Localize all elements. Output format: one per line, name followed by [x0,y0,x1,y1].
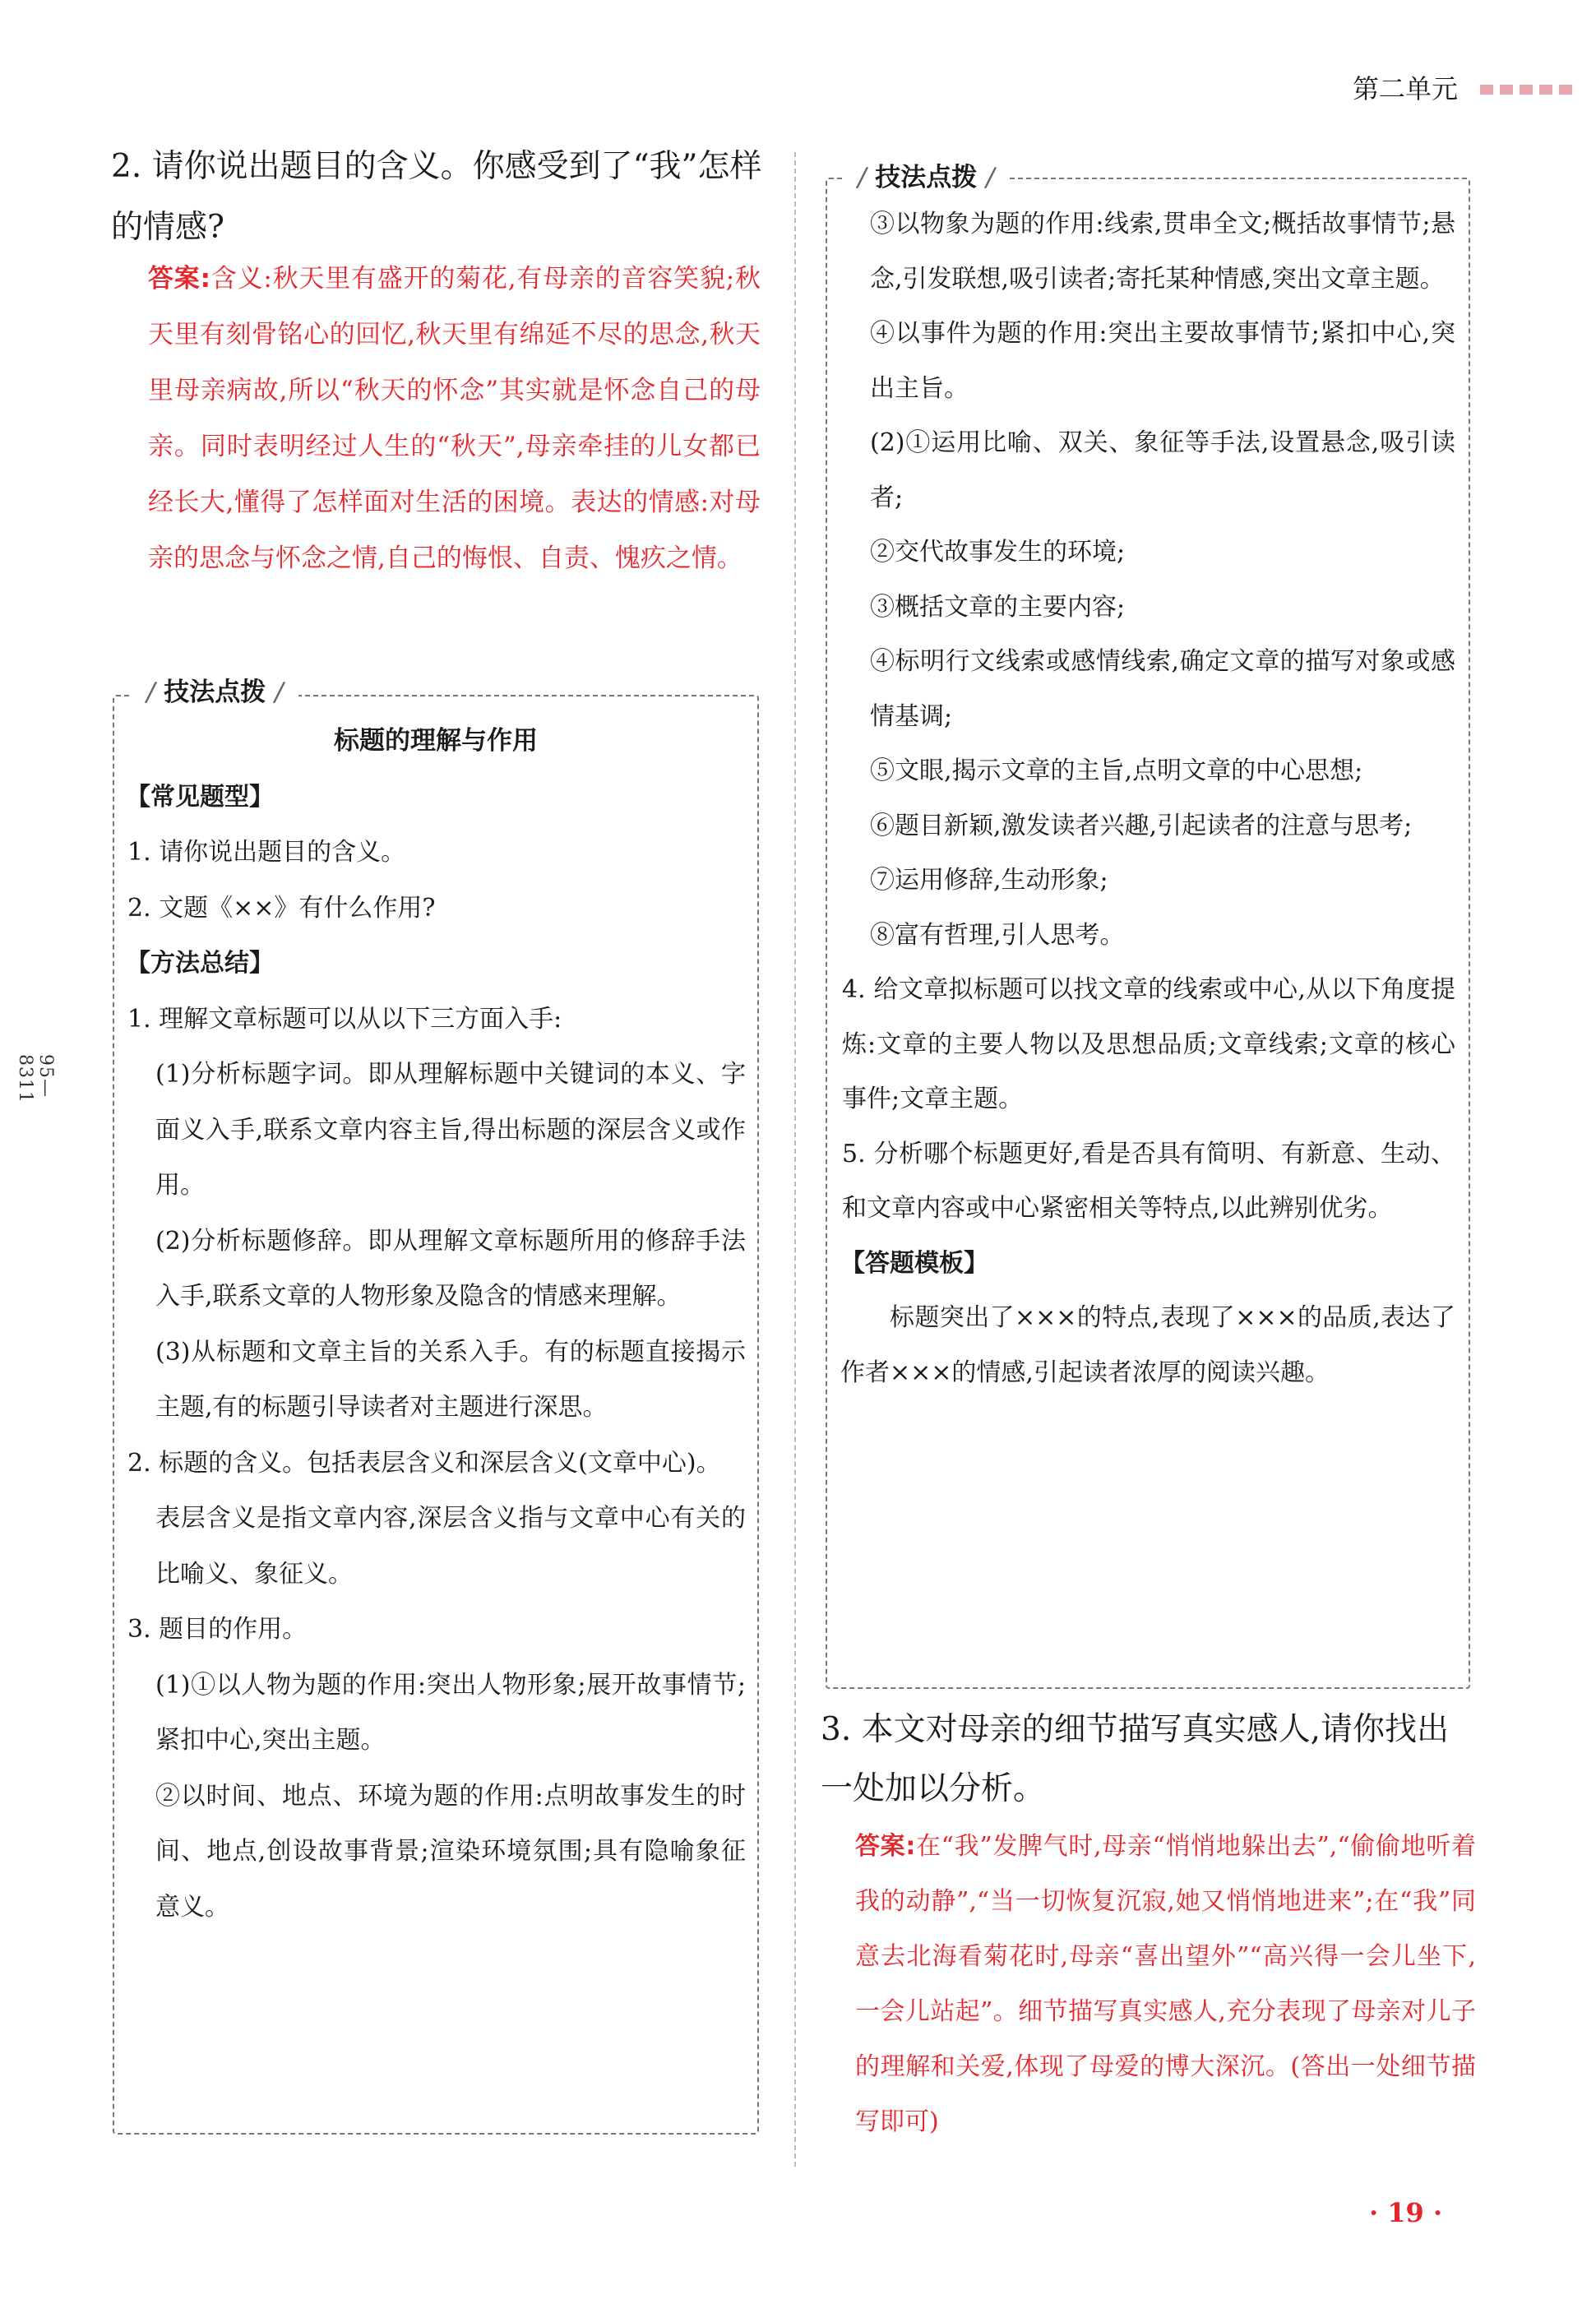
question-3 [821,1700,1478,1819]
tips-left-content [126,714,746,1935]
tips-box-left-title [132,676,298,709]
slash-icon: ∕ [986,163,995,192]
page-number: · 19 · [1369,2197,1443,2228]
slash-icon: ∕ [858,163,867,192]
answer-template-text: 标题突出了×××的特点,表现了×××的品质,表达了作者×××的情感,引起读者浓厚的阅读兴趣。 [840,1303,1455,1387]
unit-title: 第二单元 [1353,73,1459,104]
tips-right-item-8: ⑥题目新颖,激发读者兴趣,引起读者的注意与思考; [870,811,1413,840]
tips-right-item-2: ④以事件为题的作用:突出主要故事情节;紧扣中心,突出主旨。 [870,319,1455,403]
question-2-answer [148,251,761,586]
method-2: 2. 标题的含义。包括表层含义和深层含义(文章中心)。 [127,1448,721,1478]
method-1-1: (1)分析标题字词。即从理解标题中关键词的本义、字面义入手,联系文章内容主旨,得出标题的深层含义或作用。 [155,1060,746,1200]
common-type-2: 2. 文题《××》有什么作用? [127,893,436,923]
tips-right-item-4: ②交代故事发生的环境; [870,538,1126,567]
tips-right-item-6: ④标明行文线索或感情线索,确定文章的描写对象或感情基调; [870,647,1455,731]
question-2-text: 2. 请你说出题目的含义。你感受到了“我”怎样的情感? [111,148,762,246]
unit-header [1353,72,1458,105]
method-3-1: (1)①以人物为题的作用:突出人物形象;展开故事情节;紧扣中心,突出主题。 [155,1670,746,1755]
common-types-label: 【常见题型】 [126,782,274,812]
slash-icon: ∕ [146,678,155,707]
method-1-3: (3)从标题和文章主旨的关系入手。有的标题直接揭示主题,有的标题引导读者对主题进行深思。 [155,1337,746,1422]
answer-label: 答案: [148,264,210,294]
column-divider [794,152,796,2167]
tips-right-item-12: 5. 分析哪个标题更好,看是否具有简明、有新意、生动、和文章内容或中心紧密相关等特点,以此辨别优劣。 [842,1139,1455,1223]
method-label: 【方法总结】 [126,949,274,978]
question-2 [111,136,769,258]
method-1-2: (2)分析标题修辞。即从理解文章标题所用的修辞手法入手,联系文章的人物形象及隐含的情感来理解。 [155,1226,746,1311]
question-3-text: 3. 本文对母亲的细节描写真实感人,请你找出一处加以分析。 [821,1711,1450,1807]
tips-right-item-9: ⑦运用修辞,生动形象; [870,866,1108,895]
answer-label: 答案: [855,1832,916,1861]
answer-text: 在“我”发脾气时,母亲“悄悄地躲出去”,“偷偷地听着我的动静”,“当一切恢复沉寂,她又悄悄地进来”;在“我”同意去北海看菊花时,母亲“喜出望外”“高兴得一会儿坐下,一会儿站起”。细节描写真实感人,充分表现了母亲对儿子的理解和关爱,体现了母爱的博大深沉。(答出一处细节描写即可) [855,1832,1476,2136]
tips-right-item-10: ⑧富有哲理,引人思考。 [870,920,1125,950]
tips-right-content [840,197,1455,1400]
tips-right-item-7: ⑤文眼,揭示文章的主旨,点明文章的中心思想; [870,756,1363,785]
header-decoration [1480,85,1575,95]
method-2-1: 表层含义是指文章内容,深层含义指与文章中心有关的比喻义、象征义。 [155,1504,746,1589]
method-3-2: ②以时间、地点、环境为题的作用:点明故事发生的时间、地点,创设故事背景;渲染环境氛围;具有隐喻象征意义。 [155,1781,746,1922]
answer-template-label: 【答题模板】 [840,1248,988,1278]
tips-left-title: 技法点拨 [164,678,266,707]
tips-left-heading: 标题的理解与作用 [334,726,538,756]
common-type-1: 1. 请你说出题目的含义。 [127,838,406,867]
question-3-answer [855,1819,1476,2149]
method-1: 1. 理解文章标题可以从以下三方面入手: [127,1004,562,1034]
tips-right-item-1: ③以物象为题的作用:线索,贯串全文;概括故事情节;悬念,引发联想,吸引读者;寄托某种情感,突出文章主题。 [870,210,1455,294]
tips-box-right-title [843,161,1010,194]
tips-right-item-3: (2)①运用比喻、双关、象征等手法,设置悬念,吸引读者; [870,428,1455,512]
tips-right-item-11: 4. 给文章拟标题可以找文章的线索或中心,从以下角度提炼:文章的主要人物以及思想品质;文章线索;文章的核心事件;文章主题。 [842,975,1455,1113]
side-code: 95—8311 [15,1054,56,1103]
tips-right-title: 技法点拨 [875,163,978,192]
answer-text: 含义:秋天里有盛开的菊花,有母亲的音容笑貌;秋天里有刻骨铭心的回忆,秋天里有绵延不尽的思念,秋天里母亲病故,所以“秋天的怀念”其实就是怀念自己的母亲。同时表明经过人生的“秋天”,母亲牵挂的儿女都已经长大,懂得了怎样面对生活的困境。表达的情感:对母亲的思念与怀念之情,自己的悔恨、自责、愧疚之情。 [148,264,761,573]
slash-icon: ∕ [275,678,284,707]
tips-right-item-5: ③概括文章的主要内容; [870,592,1126,622]
method-3: 3. 题目的作用。 [127,1615,308,1644]
